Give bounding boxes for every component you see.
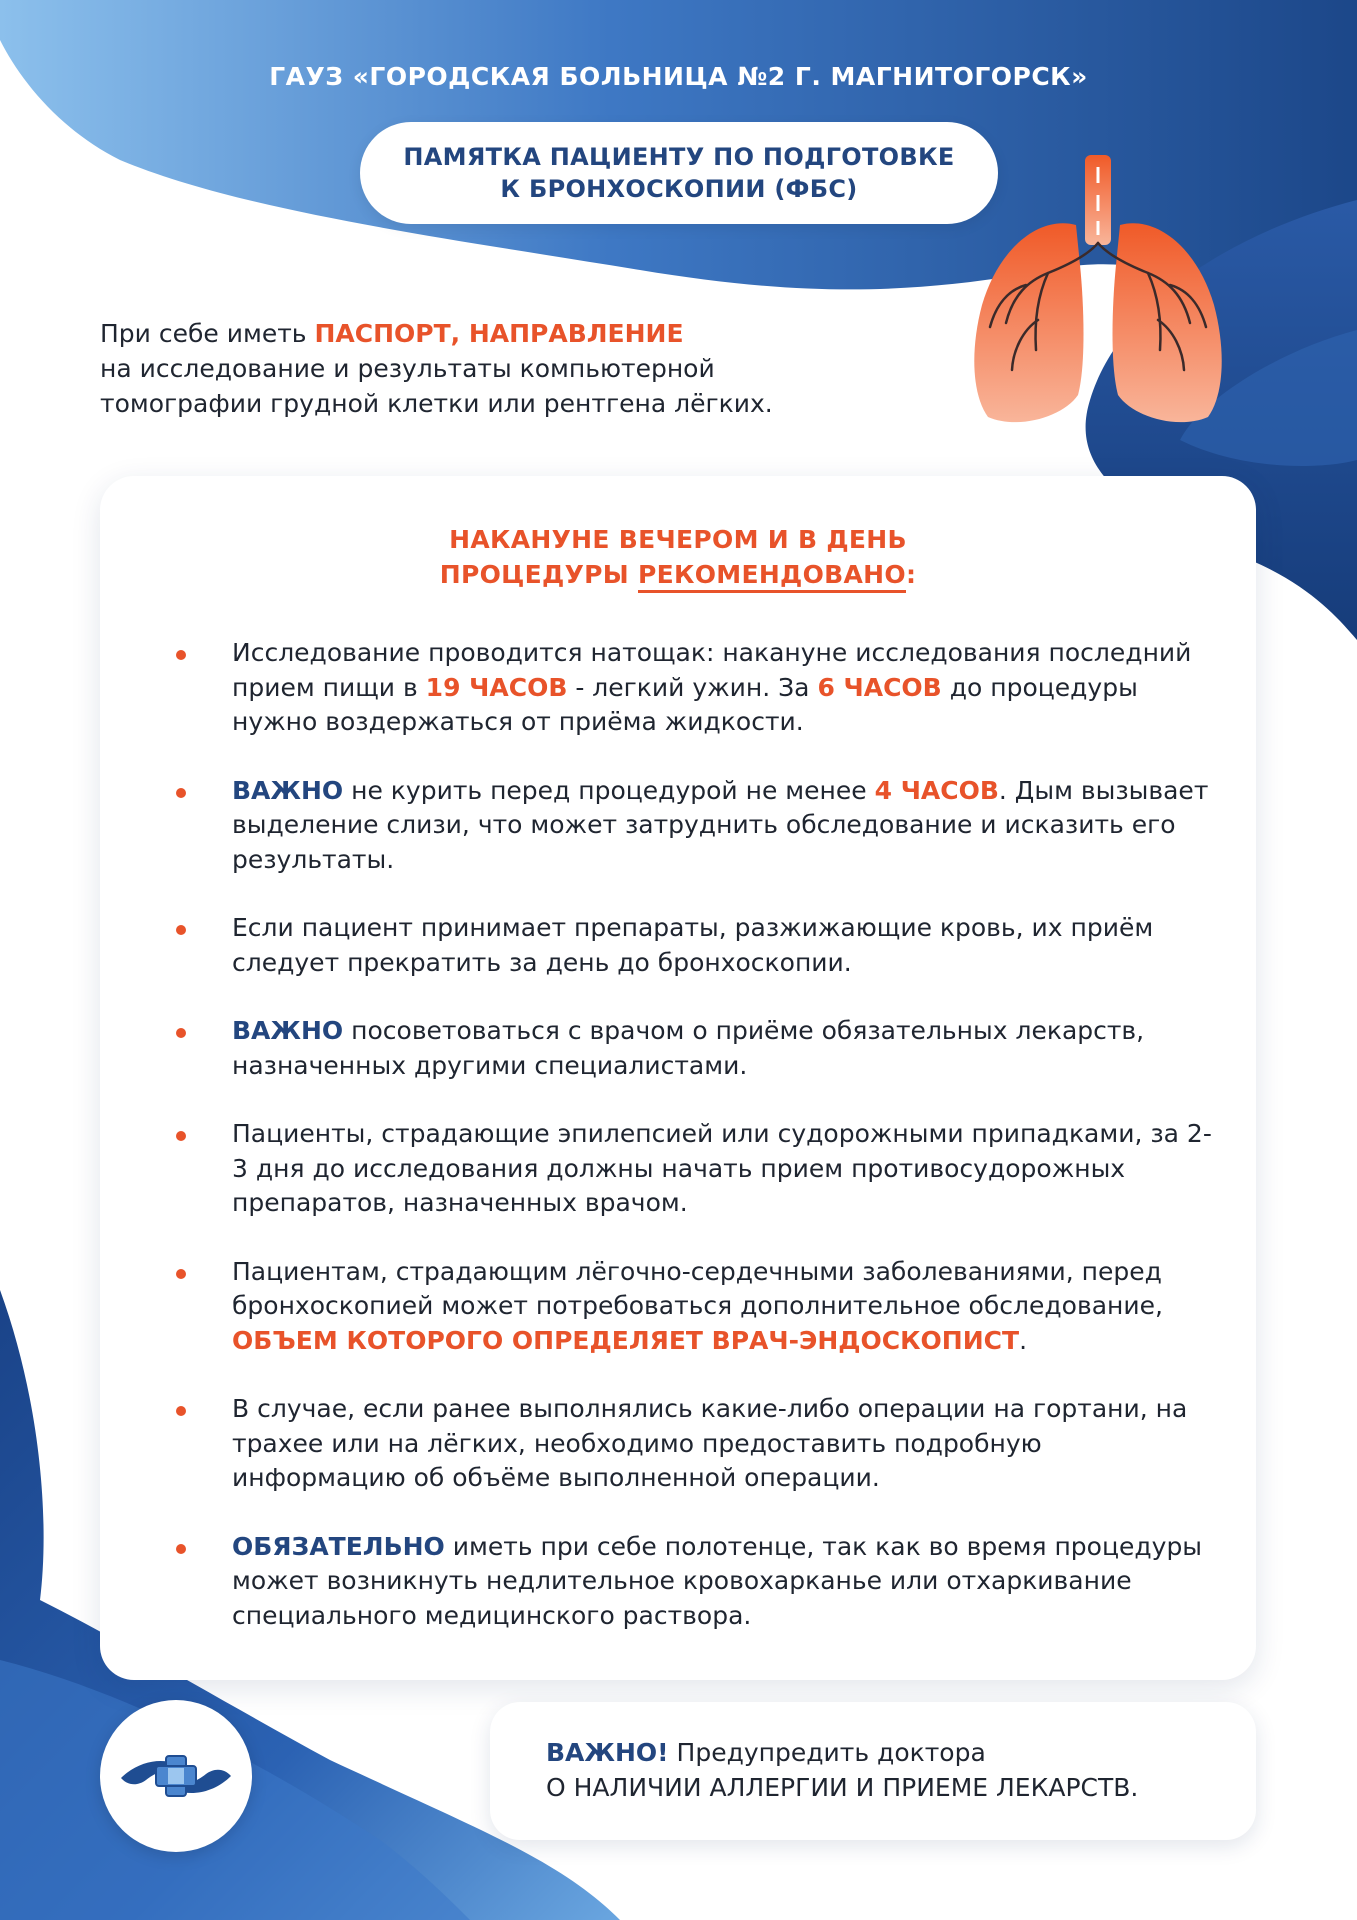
bullet-icon xyxy=(176,1269,186,1279)
item-highlight: 6 ЧАСОВ xyxy=(817,672,942,702)
item-text: посоветоваться с врачом о приёме обязательных лекарств, назначенных другими специалистами. xyxy=(232,1016,1145,1080)
note-line-2: О НАЛИЧИИ АЛЛЕРГИИ И ПРИЕМЕ ЛЕКАРСТВ. xyxy=(546,1773,1139,1802)
note-text xyxy=(546,1735,1138,1805)
item-highlight: 19 ЧАСОВ xyxy=(425,672,568,702)
card-heading-line-1: НАКАНУНЕ ВЕЧЕРОМ И В ДЕНЬ xyxy=(449,525,907,554)
hospital-logo xyxy=(100,1700,252,1852)
title-line-1: ПАМЯТКА ПАЦИЕНТУ ПО ПОДГОТОВКЕ xyxy=(403,143,955,171)
list-item xyxy=(100,774,1256,878)
note-important: ВАЖНО! xyxy=(546,1738,669,1767)
title-line-2: К БРОНХОСКОПИИ (ФБС) xyxy=(500,175,858,203)
item-highlight: ОБЪЕМ КОТОРОГО ОПРЕДЕЛЯЕТ ВРАЧ-ЭНДОСКОПИСТ xyxy=(232,1325,1020,1355)
organization-name: ГАУЗ «ГОРОДСКАЯ БОЛЬНИЦА №2 Г. МАГНИТОГОРСК» xyxy=(269,62,1088,91)
logo-emblem-icon xyxy=(116,1736,236,1816)
item-text: до процедуры нужно воздержаться от приёма жидкости. xyxy=(232,672,1138,736)
bullet-icon xyxy=(176,788,186,798)
item-text: - легкий ужин. За xyxy=(567,672,818,702)
bullet-icon xyxy=(176,1131,186,1141)
note-line-1: Предупредить доктора xyxy=(668,1738,986,1767)
page-title xyxy=(360,122,998,224)
item-text: не курить перед процедурой не менее xyxy=(343,775,875,805)
allergy-note xyxy=(490,1702,1256,1840)
list-item xyxy=(100,1530,1256,1634)
list-item xyxy=(100,1117,1256,1221)
bullet-icon xyxy=(176,1406,186,1416)
item-lead: ВАЖНО xyxy=(232,775,344,805)
item-text: иметь при себе полотенце, так как во время процедуры может возникнуть недлительное кровохарканье или отхаркивание специального медицинского раствора. xyxy=(232,1531,1203,1630)
list-item xyxy=(100,636,1256,740)
recommendations-card xyxy=(100,476,1256,1680)
intro-rest: на исследование и результаты компьютерной томографии грудной клетки или рентгена лёгких. xyxy=(100,354,773,418)
intro-prefix: При себе иметь xyxy=(100,319,315,348)
intro-highlight: ПАСПОРТ, НАПРАВЛЕНИЕ xyxy=(314,319,684,348)
bullet-icon xyxy=(176,1028,186,1038)
item-lead: ОБЯЗАТЕЛЬНО xyxy=(232,1531,445,1561)
item-text: Если пациент принимает препараты, разжижающие кровь, их приём следует прекратить за день до бронхоскопии. xyxy=(232,913,1154,977)
list-item xyxy=(100,1255,1256,1359)
card-heading xyxy=(100,522,1256,592)
recommendations-list xyxy=(100,636,1256,1667)
list-item xyxy=(100,1392,1256,1496)
item-lead: ВАЖНО xyxy=(232,1016,344,1045)
card-heading-underlined: РЕКОМЕНДОВАНО xyxy=(638,560,906,593)
bullet-icon xyxy=(176,1544,186,1554)
item-text: . Дым вызывает выделение слизи, что может затруднить обследование и исказить его результаты. xyxy=(232,775,1209,874)
card-heading-part-a: ПРОЦЕДУРЫ xyxy=(439,560,638,589)
list-item xyxy=(100,1014,1256,1083)
item-text: . xyxy=(1019,1325,1028,1355)
item-highlight: 4 ЧАСОВ xyxy=(874,775,999,805)
card-heading-colon: : xyxy=(905,560,917,589)
card-heading-line-2 xyxy=(100,557,1256,592)
list-item xyxy=(100,911,1256,980)
item-text: Пациенты, страдающие эпилепсией или судорожными припадками, за 2-3 дня до исследования должны начать прием противосудорожных препаратов, назначенных врачом. xyxy=(232,1119,1212,1217)
bullet-icon xyxy=(176,650,186,660)
item-text: В случае, если ранее выполнялись какие-либо операции на гортани, на трахее или на лёгких, необходимо предоставить подробную информацию об объёме выполненной операции. xyxy=(232,1394,1188,1492)
item-text: Исследование проводится натощак: накануне исследования последний прием пищи в xyxy=(232,638,1192,702)
lungs-icon xyxy=(968,155,1228,430)
bullet-icon xyxy=(176,925,186,935)
item-text: Пациентам, страдающим лёгочно-сердечными заболеваниями, перед бронхоскопией может потребоваться дополнительное обследование, xyxy=(232,1256,1163,1320)
intro-text xyxy=(100,316,780,421)
